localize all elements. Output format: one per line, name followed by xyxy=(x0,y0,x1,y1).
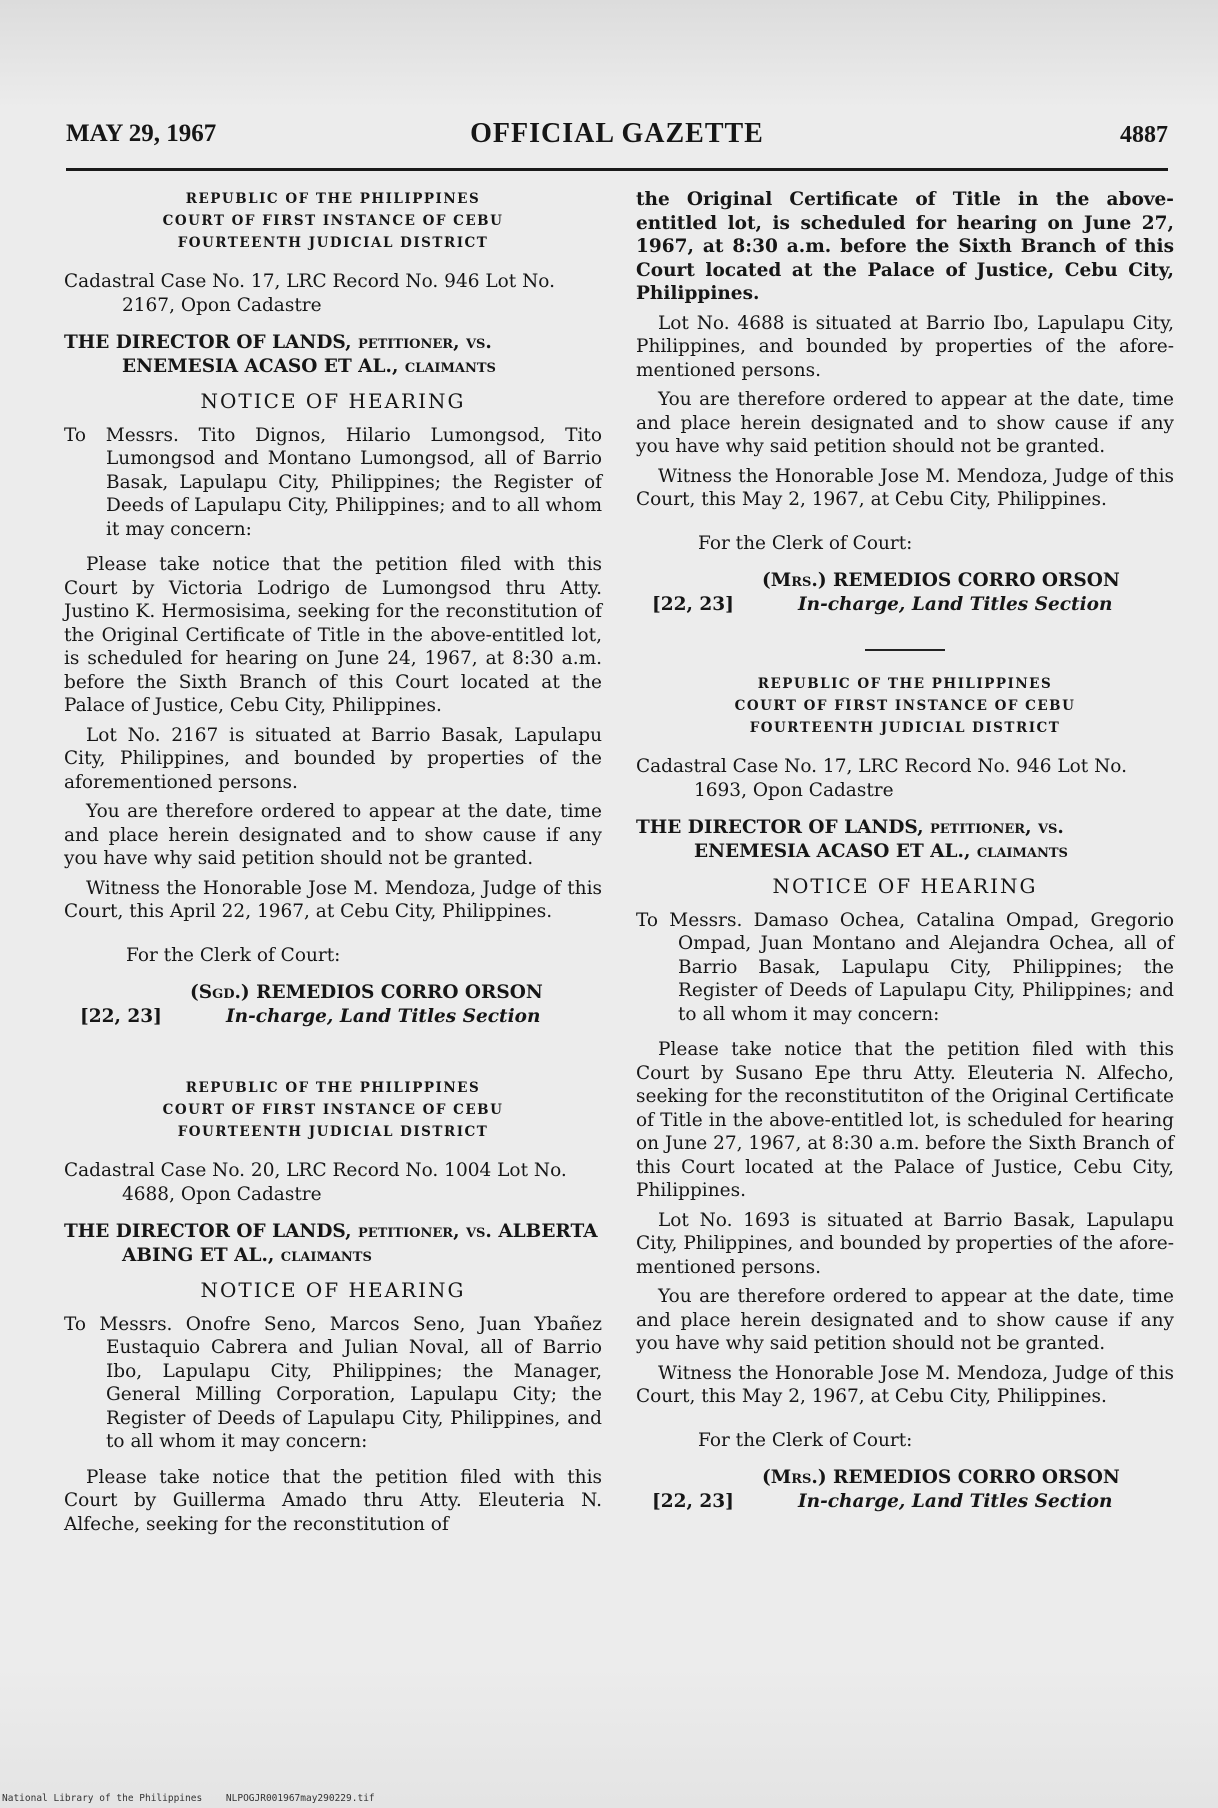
notice-paragraph: Please take notice that the petition filed with this Court by Susano Epe thru Atty. Eleuteria N. Alfecho, seeking for the reconstitutiton of the Original Certificate of Title in the above-entitled lot, is scheduled for hearing on June 27, 1967, at 8:30 a.m. before the Sixth Branch of this Court located at the Palace of Justice, Cebu City, Philippines. xyxy=(636,1039,1174,1201)
clerk-line: For the Clerk of Court: xyxy=(126,944,341,966)
header-page-number: 4887 xyxy=(1120,122,1168,148)
notice-lot-4688 xyxy=(64,1077,602,1536)
court-line: FOURTEENTH JUDICIAL DISTRICT xyxy=(177,235,489,251)
section-divider xyxy=(865,649,945,651)
issue-code: [22, 23] xyxy=(80,1006,162,1027)
page-header xyxy=(66,114,1168,154)
header-date: MAY 29, 1967 xyxy=(66,120,217,147)
clerk-line: For the Clerk of Court: xyxy=(698,532,913,554)
court-line: COURT OF FIRST INSTANCE OF CEBU xyxy=(734,698,1076,714)
case-caption: Cadastral Case No. 20, LRC Record No. 1004 Lot No. 4688, Opon Cadastre xyxy=(64,1160,567,1205)
parties-caption: THE DIRECTOR OF LANDS, petitioner, vs. ENEMESIA ACASO ET AL., claimants xyxy=(636,817,1068,862)
signer-name: (Sgd.) REMEDIOS CORRO ORSON xyxy=(190,982,543,1003)
court-line: FOURTEENTH JUDICIAL DISTRICT xyxy=(177,1124,489,1140)
notice-heading: NOTICE OF HEARING xyxy=(200,1278,466,1302)
notice-heading: NOTICE OF HEARING xyxy=(200,389,466,413)
header-title: OFFICIAL GAZETTE xyxy=(470,118,764,149)
court-line: REPUBLIC OF THE PHILIPPINES xyxy=(185,1080,481,1096)
court-line: FOURTEENTH JUDICIAL DISTRICT xyxy=(749,720,1061,736)
notice-paragraph: the Original Certificate of Title in the above-entitled lot, is scheduled for hearing on June 27, 1967, at 8:30 a.m. before the Sixth Branch of this Court located at the Palace of Justice, Cebu City, Philippines. xyxy=(636,189,1174,304)
notice-lot-2167 xyxy=(64,188,602,1033)
case-caption: Cadastral Case No. 17, LRC Record No. 946 Lot No. 2167, Opon Cadastre xyxy=(64,271,555,316)
addressees: To Messrs. Tito Dignos, Hilario Lumongsod, Tito Lumongsod and Montano Lumongsod, all of Barrio Basak, Lapulapu City, Philippines; the Register of Deeds of Lapulapu City, Philippines; and to all whom it may concern: xyxy=(64,424,602,540)
clerk-line: For the Clerk of Court: xyxy=(698,1429,913,1451)
notice-paragraph: Witness the Honorable Jose M. Mendoza, Judge of this Court, this May 2, 1967, at Cebu City, Philippines. xyxy=(636,1362,1174,1407)
notice-paragraph: Witness the Honorable Jose M. Mendoza, Judge of this Court, this May 2, 1967, at Cebu City, Philippines. xyxy=(636,465,1174,510)
issue-code: [22, 23] xyxy=(652,1491,734,1512)
notice-lot-1693 xyxy=(636,673,1174,1518)
notice-paragraph: You are therefore ordered to appear at the date, time and place herein designated and to show cause if any you have why said petition should not be granted. xyxy=(64,801,602,869)
signer-role: In-charge, Land Titles Section xyxy=(798,1491,1113,1512)
addressees: To Messrs. Damaso Ochea, Catalina Ompad, Gregorio Ompad, Juan Montano and Alejandra Ochea, all of Barrio Basak, Lapulapu City, Philippines; the Register of Deeds of Lapulapu City, Philippines; and to all whom it may concern: xyxy=(636,909,1174,1025)
notice-paragraph: Lot No. 2167 is situated at Barrio Basak, Lapulapu City, Philippines, and bounded by properties of the aforementioned persons. xyxy=(64,724,602,793)
signer-role: In-charge, Land Titles Section xyxy=(226,1006,541,1027)
header-rule xyxy=(66,168,1168,171)
signature-block xyxy=(64,981,602,1033)
signer-name: (Mrs.) REMEDIOS CORRO ORSON xyxy=(762,570,1120,591)
notice-paragraph: Lot No. 4688 is situated at Barrio Ibo, Lapulapu City, Philippines, and bounded by properties of the afore-mentioned persons. xyxy=(636,312,1174,381)
left-column xyxy=(64,188,602,1536)
notice-paragraph: Lot No. 1693 is situated at Barrio Basak, Lapulapu City, Philippines, and bounded by properties of the afore-mentioned persons. xyxy=(636,1209,1174,1278)
notice-heading: NOTICE OF HEARING xyxy=(772,874,1038,898)
case-caption: Cadastral Case No. 17, LRC Record No. 946 Lot No. 1693, Opon Cadastre xyxy=(636,756,1127,801)
court-line: REPUBLIC OF THE PHILIPPINES xyxy=(757,676,1053,692)
parties-caption: THE DIRECTOR OF LANDS, petitioner, vs. ALBERTA ABING ET AL., claimants xyxy=(64,1221,598,1266)
notice-lot-4688-continued xyxy=(636,188,1174,621)
scan-footer xyxy=(2,1793,393,1804)
footer-library: National Library of the Philippines xyxy=(2,1793,203,1804)
signer-role: In-charge, Land Titles Section xyxy=(798,594,1113,615)
court-line: REPUBLIC OF THE PHILIPPINES xyxy=(185,191,481,207)
signature-block xyxy=(636,1466,1174,1518)
notice-paragraph: You are therefore ordered to appear at the date, time and place herein designated and to show cause if any you have why said petition should not be granted. xyxy=(636,389,1174,457)
footer-file: NLPOGJR001967may290229.tif xyxy=(225,1793,375,1804)
issue-code: [22, 23] xyxy=(652,594,734,615)
addressees: To Messrs. Onofre Seno, Marcos Seno, Juan Ybañez Eustaquio Cabrera and Julian Noval, all of Barrio Ibo, Lapulapu City, Philippines; the Manager, General Milling Corporation, Lapulapu City; the Register of Deeds of Lapulapu City, Philippines, and to all whom it may concern: xyxy=(64,1313,602,1452)
notice-paragraph: Please take notice that the petition filed with this Court by Guillerma Amado thru Atty. Eleuteria N. Alfeche, seeking for the reconstitution of xyxy=(64,1466,602,1535)
court-line: COURT OF FIRST INSTANCE OF CEBU xyxy=(162,1102,504,1118)
notice-paragraph: Please take notice that the petition filed with this Court by Victoria Lodrigo de Lumongsod thru Atty. Justino K. Hermosisima, seeking for the reconstitution of the Original Certificate of Title in the above-entitled lot, is scheduled for hearing on June 24, 1967, at 8:30 a.m. before the Sixth Branch of this Court located at the Palace of Justice, Cebu City, Philippines. xyxy=(64,554,602,716)
signature-block xyxy=(636,569,1174,621)
notice-paragraph: Witness the Honorable Jose M. Mendoza, Judge of this Court, this April 22, 1967, at Cebu City, Philippines. xyxy=(64,877,602,922)
right-column xyxy=(636,188,1174,1518)
signer-name: (Mrs.) REMEDIOS CORRO ORSON xyxy=(762,1467,1120,1488)
court-line: COURT OF FIRST INSTANCE OF CEBU xyxy=(162,213,504,229)
parties-caption: THE DIRECTOR OF LANDS, petitioner, vs. ENEMESIA ACASO ET AL., claimants xyxy=(64,332,496,377)
notice-paragraph: You are therefore ordered to appear at the date, time and place herein designated and to show cause if any you have why said petition should not be granted. xyxy=(636,1286,1174,1354)
